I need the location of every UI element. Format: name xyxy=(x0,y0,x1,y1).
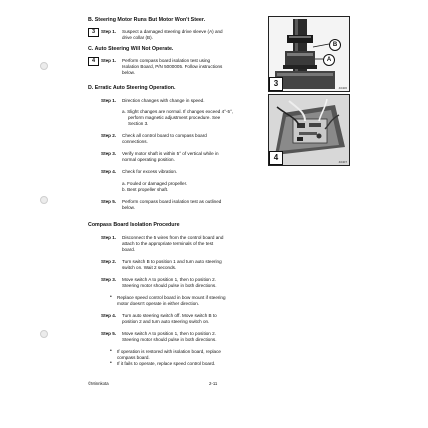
step-text: Turn auto steering switch off. Move switch B to xyxy=(122,313,217,318)
callout-a: A xyxy=(323,54,335,66)
step-text: below. xyxy=(122,205,136,210)
step-label: Step 5. xyxy=(101,331,117,336)
step-figure-ref-4: 4 xyxy=(88,57,99,66)
bullet-text: Replace speed control board in bow mount if steering xyxy=(117,295,226,300)
step-text: Verify motor shaft is within 5° of vertical while in xyxy=(122,151,219,156)
step-text: Check for excess vibration. xyxy=(122,169,178,174)
section-d-heading: D. Erratic Auto Steering Operation. xyxy=(88,85,176,91)
step-label: Step 4. xyxy=(101,313,117,318)
step-text: switch on. Wait 2 seconds. xyxy=(122,265,177,270)
bullet-text: motor doesn't operate in either direction. xyxy=(117,301,200,306)
isolation-heading: Compass Board Isolation Procedure xyxy=(88,222,180,228)
step-text: normal operating position. xyxy=(122,157,175,162)
bullet-dot: • xyxy=(110,360,112,366)
step-label: Step 1. xyxy=(101,98,117,103)
section-c-heading: C. Auto Steering Will Not Operate. xyxy=(88,46,174,52)
callout-b: B xyxy=(329,39,341,51)
step-text: Perform compass board isolation test as outlined xyxy=(122,199,222,204)
step-label: Step 2. xyxy=(101,133,117,138)
step-text: connections. xyxy=(122,139,148,144)
page-number: 2-11 xyxy=(209,381,218,386)
step-text: Turn switch B to position 1 and turn auto steering xyxy=(122,259,222,264)
figure-number: 4 xyxy=(269,151,283,165)
substep-text: a. Slight changes are normal. If changes exceed 4°-5°, xyxy=(122,109,234,114)
footer-left: ©Minnkota xyxy=(88,381,109,386)
step-text: Disconnect the 5 wires from the control board and xyxy=(122,235,224,240)
step-text: Steering motor should pulse in both directions. xyxy=(122,283,217,288)
bullet-dot: • xyxy=(110,294,112,300)
step-text: attach to the appropriate terminals of the test xyxy=(122,241,214,246)
bullet-text: If it fails to operate, replace speed control board. xyxy=(117,361,216,366)
figure-3 xyxy=(268,16,350,92)
step-label: Step 1. xyxy=(101,235,117,240)
bullet-dot: • xyxy=(110,348,112,354)
substep-text: a. Fouled or damaged propeller. xyxy=(122,181,188,186)
step-label: Step 2. xyxy=(101,259,117,264)
step-label: Step 5. xyxy=(101,199,117,204)
step-text: below. xyxy=(122,70,136,75)
figure-4 xyxy=(268,94,350,166)
step-text: Perform compass board isolation test using xyxy=(122,58,211,63)
step-text: Steering motor should pulse in both directions. xyxy=(122,337,217,342)
step-text: Direction changes with change in speed. xyxy=(122,98,205,103)
section-b-heading: B. Steering Motor Runs But Motor Won't Steer. xyxy=(88,17,206,23)
substep-text: Section 3. xyxy=(128,121,149,126)
step-text: Move switch A to position 1, then to position 2. xyxy=(122,331,216,336)
step-text: Move switch A to position 1, then to position 2. xyxy=(122,277,216,282)
step-text: Suspect a damaged steering drive sleeve (A) and xyxy=(122,29,223,34)
step-label: Step 4. xyxy=(101,169,117,174)
step-text: Check all control board to compass board xyxy=(122,133,207,138)
step-text: drive collar (B). xyxy=(122,35,153,40)
substep-text: perform magnetic adjustment procedure. See xyxy=(128,115,221,120)
figure-code: 40407 xyxy=(338,160,347,164)
step-label: Step 3. xyxy=(101,277,117,282)
step-text: Isolation Board, P/N 5000005. Follow instructions xyxy=(122,64,223,69)
step-label: Step 1. xyxy=(101,29,117,34)
bullet-text: If operation is restored with isolation board, replace xyxy=(117,349,221,354)
bullet-text: compass board. xyxy=(117,355,150,360)
figure-number: 3 xyxy=(269,77,283,91)
figure-code: 40406 xyxy=(338,86,347,90)
step-label: Step 3. xyxy=(101,151,117,156)
step-text: board. xyxy=(122,247,136,252)
step-figure-ref-3: 3 xyxy=(88,28,99,37)
substep-text: b. Bent propeller shaft. xyxy=(122,187,169,192)
step-text: position 2 and turn auto steering switch on. xyxy=(122,319,210,324)
step-label: Step 1. xyxy=(101,58,117,63)
